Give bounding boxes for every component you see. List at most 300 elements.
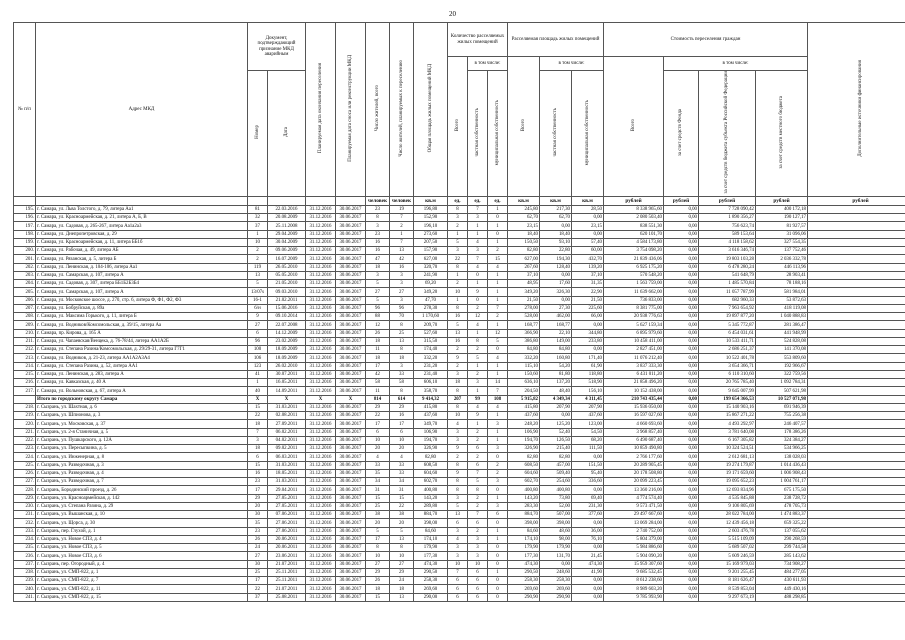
table-cell: 30.06.2017: [336, 271, 366, 279]
table-cell: 31.12.2016: [306, 403, 336, 411]
table-cell: 205.: [14, 288, 36, 296]
table-row: [14, 527, 905, 535]
table-cell: 0: [488, 230, 508, 238]
table-cell: 6: [448, 577, 468, 585]
table-cell: 430 611,93: [756, 577, 808, 585]
table-cell: 224.: [14, 453, 36, 461]
table-cell: 1: [488, 436, 508, 444]
table-cell: 3: [448, 428, 468, 436]
table-cell: 2: [468, 370, 488, 378]
table-cell: 31.12.2016: [306, 568, 336, 576]
col-doc-date: Дата: [283, 127, 289, 138]
table-cell: 2: [468, 453, 488, 461]
table-cell: 0: [488, 560, 508, 568]
table-row: [14, 568, 905, 576]
table-cell: 5: [366, 296, 390, 304]
table-cell: 31.12.2016: [306, 387, 336, 395]
table-cell: 31.12.2016: [306, 577, 336, 585]
table-cell: г. Самара, ул. Рязанская, д. 5, литера Б: [36, 255, 248, 263]
col-cost-local: за счет средств местного бюджета: [778, 95, 784, 169]
table-cell: 171,40: [572, 354, 604, 362]
table-cell: 0,00: [664, 511, 699, 519]
table-cell: 3: [448, 552, 468, 560]
table-cell: 21,45: [572, 552, 604, 560]
table-cell: 25.11.2011: [268, 568, 306, 576]
table-cell: 106: [248, 354, 268, 362]
unit-cell: [306, 196, 336, 205]
table-cell: 23: [366, 230, 390, 238]
col-doc-number: Номер: [254, 125, 260, 140]
table-cell: 398,00: [540, 519, 572, 527]
table-cell: 236.: [14, 552, 36, 560]
table-cell: 209.: [14, 321, 36, 329]
table-cell: 0,00: [664, 271, 699, 279]
table-cell: 9 414,32: [414, 395, 448, 403]
table-cell: 2: [468, 304, 488, 312]
table-cell: 0,00: [572, 346, 604, 354]
table-cell: 0,00: [664, 577, 699, 585]
table-cell: 208.: [14, 313, 36, 321]
table-cell: 26: [248, 535, 268, 543]
table-cell: 21 858 496,20: [604, 379, 664, 387]
table-cell: 6 925 175,20: [604, 263, 664, 271]
table-cell: 1: [488, 494, 508, 502]
table-cell: 0: [488, 214, 508, 222]
table-cell: 246 407,57: [756, 420, 808, 428]
table-cell: 6: [448, 585, 468, 593]
table-cell: 2: [468, 436, 488, 444]
table-cell: 25: [366, 502, 390, 510]
table-cell: 24: [390, 577, 414, 585]
table-cell: 30.06.2017: [336, 519, 366, 527]
table-cell: 327 554,35: [756, 238, 808, 246]
table-cell: 30.06.2017: [336, 387, 366, 395]
table-body: [14, 205, 905, 601]
table-cell: 6: [468, 445, 488, 453]
table-cell: 3: [448, 494, 468, 502]
table-cell: г. Сызрань, ул. Новое СПЗ, д. 5: [36, 544, 248, 552]
table-cell: [808, 238, 905, 246]
table-cell: 349,70: [414, 420, 448, 428]
table-cell: 606,10: [414, 379, 448, 387]
table-cell: 29: [366, 403, 390, 411]
table-cell: 17: [366, 362, 390, 370]
table-cell: 227.: [14, 478, 36, 486]
table-cell: 22.03.2016: [268, 205, 306, 213]
table-cell: 0,00: [664, 280, 699, 288]
table-cell: 15: [248, 403, 268, 411]
table-cell: 604,60: [414, 469, 448, 477]
table-cell: г. Сызрань, ул. СМП-822, д. 11: [36, 585, 248, 593]
table-cell: 398,00: [414, 519, 448, 527]
table-cell: 30.07.2011: [268, 370, 306, 378]
table-cell: 18: [366, 263, 390, 271]
table-cell: 4 311,45: [572, 395, 604, 403]
table-cell: 82,80: [414, 453, 448, 461]
table-cell: 518,90: [572, 379, 604, 387]
table-cell: 756 623,74: [699, 222, 756, 230]
table-cell: 6: [468, 568, 488, 576]
table-cell: 14: [488, 379, 508, 387]
table-cell: г. Самара, ул. Садовая, д. 265-267, литера Аа1а2а3: [36, 222, 248, 230]
table-cell: г. Самара, ул. Красноармейская, д. 11, литера ББ1б: [36, 238, 248, 246]
table-cell: 31.12.2016: [306, 478, 336, 486]
table-row: [14, 428, 905, 436]
table-cell: г. Сызрань, ул. СМП-822, д. 1: [36, 568, 248, 576]
table-cell: 47: [366, 255, 390, 263]
table-row: [14, 469, 905, 477]
table-cell: [808, 412, 905, 420]
table-cell: 0,00: [664, 346, 699, 354]
table-cell: 31.12.2016: [306, 420, 336, 428]
table-cell: 1: [448, 230, 468, 238]
table-cell: 31.12.2016: [306, 585, 336, 593]
table-row: [14, 511, 905, 519]
table-cell: 12: [488, 329, 508, 337]
table-cell: 30.06.2017: [336, 461, 366, 469]
table-cell: 755 256,38: [756, 412, 808, 420]
table-cell: 31.12.2016: [306, 469, 336, 477]
table-cell: 5: [366, 280, 390, 288]
table-cell: 1 014 436,43: [756, 461, 808, 469]
table-cell: 213.: [14, 354, 36, 362]
table-cell: 09.02.2011: [268, 445, 306, 453]
table-cell: 8: [448, 486, 468, 494]
table-cell: 30.06.2017: [336, 354, 366, 362]
table-cell: 10: [390, 436, 414, 444]
table-cell: 4 660 693,60: [604, 420, 664, 428]
table-cell: 8: [390, 321, 414, 329]
table-cell: 2: [448, 346, 468, 354]
col-cost-fund: за счет средств Фонда: [678, 108, 684, 156]
table-cell: 76,10: [572, 535, 604, 543]
col-planned-end: Планируемая дата окончания переселения: [317, 63, 323, 154]
table-cell: 1: [448, 296, 468, 304]
table-cell: 278,00: [508, 304, 540, 312]
table-row: [14, 263, 905, 271]
table-cell: 223.: [14, 445, 36, 453]
table-cell: 6 454 031,61: [699, 329, 756, 337]
table-cell: 15.06.2016: [268, 304, 306, 312]
table-row: [14, 519, 905, 527]
table-cell: 33: [390, 370, 414, 378]
table-cell: 437,60: [414, 412, 448, 420]
table-row: [14, 593, 905, 601]
table-cell: г. Самара, ул. Степана Разина, д. 52, литера АА1: [36, 362, 248, 370]
table-cell: 16 597 027,60: [604, 412, 664, 420]
table-cell: г. Сызрань, ул. 2-я Станичная, д. 5: [36, 428, 248, 436]
table-cell: 3: [468, 379, 488, 387]
table-cell: 23,15: [508, 222, 540, 230]
table-cell: 27: [366, 560, 390, 568]
table-cell: 203.: [14, 271, 36, 279]
table-cell: 2: [248, 247, 268, 255]
table-cell: 10: [366, 552, 390, 560]
table-cell: 31.12.2016: [306, 552, 336, 560]
table-cell: 30.06.2017: [336, 280, 366, 288]
table-cell: 84,80: [508, 346, 540, 354]
table-cell: 462,00: [540, 313, 572, 321]
table-cell: 1: [468, 387, 488, 395]
table-cell: 509,40: [540, 469, 572, 477]
table-cell: [808, 205, 905, 213]
table-cell: 0,00: [664, 313, 699, 321]
table-cell: 31.12.2016: [306, 214, 336, 222]
table-cell: 123: [248, 362, 268, 370]
table-cell: г. Самара, ул. Кавказская, д. 40 А: [36, 379, 248, 387]
table-cell: г. Сызрань, пер. Огородный, д. 4: [36, 560, 248, 568]
table-cell: 8: [468, 486, 488, 494]
table-cell: 0: [488, 486, 508, 494]
table-cell: 126,50: [540, 436, 572, 444]
table-cell: г. Самара, ул. Чапаевская/Венцека, д. 76-78/44, литера АА1А2Б: [36, 337, 248, 345]
table-cell: 9: [248, 313, 268, 321]
table-cell: [14, 395, 36, 403]
table-cell: 98,00: [540, 535, 572, 543]
table-cell: 2: [468, 527, 488, 535]
table-cell: 238 728,72: [756, 494, 808, 502]
table-cell: 528,00: [508, 313, 540, 321]
table-cell: 21.07.2011: [268, 560, 306, 568]
table-cell: 7: [468, 511, 488, 519]
table-cell: 269,60: [414, 585, 448, 593]
table-cell: 29.04.2009: [268, 230, 306, 238]
table-cell: 222.: [14, 436, 36, 444]
table-cell: 3: [488, 478, 508, 486]
table-cell: 478 705,73: [756, 502, 808, 510]
table-cell: 0,00: [572, 519, 604, 527]
table-cell: 0: [488, 585, 508, 593]
table-cell: 31.12.2016: [306, 205, 336, 213]
table-cell: 178 386,26: [756, 428, 808, 436]
table-cell: 6: [468, 593, 488, 601]
table-cell: 10: [390, 552, 414, 560]
table-cell: 30.06.2017: [336, 478, 366, 486]
table-cell: 3: [390, 280, 414, 288]
table-cell: г. Самара, ул. Ленинская, д. 104-106, литера Аа1: [36, 263, 248, 271]
table-row: [14, 238, 905, 246]
table-cell: 2 766 177,60: [604, 453, 664, 461]
table-cell: 1 890 356,27: [699, 214, 756, 222]
table-cell: 30.06.2017: [336, 313, 366, 321]
table-cell: 8: [448, 205, 468, 213]
col-document: Документ, подтверждающий признание МКД аварийным: [248, 23, 306, 71]
table-row: [14, 222, 905, 230]
table-cell: 231,30: [572, 502, 604, 510]
table-cell: 5: [448, 321, 468, 329]
table-cell: 196.: [14, 214, 36, 222]
table-cell: 0,00: [664, 296, 699, 304]
unit-cell: ед.: [488, 196, 508, 205]
unit-cell: кв.м: [572, 196, 604, 205]
table-cell: 0,00: [664, 453, 699, 461]
col-rooms-count: Количество расселяемых жилых помещений: [448, 23, 508, 57]
table-cell: 1: [488, 527, 508, 535]
table-cell: 96: [248, 337, 268, 345]
table-cell: 10 522 401,78: [699, 354, 756, 362]
table-cell: 0,00: [664, 337, 699, 345]
table-cell: 30.06.2017: [336, 346, 366, 354]
table-cell: 238.: [14, 568, 36, 576]
table-cell: 3: [448, 214, 468, 222]
table-cell: 9 573 471,50: [604, 502, 664, 510]
table-cell: 1 092 784,31: [756, 379, 808, 387]
table-cell: 0,00: [572, 230, 604, 238]
table-cell: 27: [390, 288, 414, 296]
table-cell: [808, 337, 905, 345]
table-cell: 0,00: [664, 205, 699, 213]
table-cell: 349,20: [414, 288, 448, 296]
table-cell: 8 612 238,60: [604, 577, 664, 585]
table-cell: 5: [448, 238, 468, 246]
table-cell: 118,80: [572, 370, 604, 378]
table-cell: 194,70: [414, 436, 448, 444]
unit-cell: [268, 196, 306, 205]
table-cell: 31.12.2016: [306, 362, 336, 370]
table-cell: 11 639 662,00: [604, 288, 664, 296]
table-cell: 5: [468, 478, 488, 486]
table-cell: [808, 502, 905, 510]
table-cell: 201.: [14, 255, 36, 263]
table-cell: [808, 593, 905, 601]
table-cell: 0: [468, 296, 488, 304]
table-cell: 31.12.2016: [306, 535, 336, 543]
table-cell: 9 297 673,19: [699, 593, 756, 601]
table-cell: 6 167 305,82: [699, 436, 756, 444]
table-cell: 326,30: [540, 288, 572, 296]
table-cell: 09.06.2009: [268, 247, 306, 255]
table-cell: 31.12.2016: [306, 296, 336, 304]
table-cell: 1: [488, 238, 508, 246]
table-cell: 6 431 011,20: [604, 370, 664, 378]
table-cell: 62,70: [508, 214, 540, 222]
table-cell: 6: [448, 593, 468, 601]
table-cell: г. Самара, ул. Максима Горького, д. 11, литера Б: [36, 313, 248, 321]
table-cell: 219.: [14, 412, 36, 420]
table-cell: 269,60: [540, 585, 572, 593]
table-cell: 0,00: [664, 230, 699, 238]
table-cell: 13/07s: [248, 288, 268, 296]
table-cell: 137 752,46: [756, 247, 808, 255]
table-cell: 21.07.2011: [268, 585, 306, 593]
table-cell: 9 685 532,45: [604, 568, 664, 576]
table-cell: [808, 362, 905, 370]
table-cell: 248,60: [540, 568, 572, 576]
table-cell: 441 948,99: [756, 329, 808, 337]
table-cell: 207: [448, 395, 468, 403]
table-row: [14, 560, 905, 568]
table-cell: 1: [390, 230, 414, 238]
table-row: [14, 552, 905, 560]
table-cell: 27: [366, 288, 390, 296]
col-address: Адрес МКД: [36, 23, 248, 197]
table-cell: 0,00: [540, 222, 572, 230]
table-cell: 229.: [14, 494, 36, 502]
table-cell: 138 028,03: [756, 453, 808, 461]
table-cell: 209,70: [414, 321, 448, 329]
table-cell: 35: [248, 519, 268, 527]
table-cell: 6: [488, 511, 508, 519]
table-cell: 18: [366, 354, 390, 362]
table-cell: 0,00: [572, 593, 604, 601]
table-cell: [808, 535, 905, 543]
table-cell: г. Сызрань, ул. Шпионова, д. 3: [36, 412, 248, 420]
table-cell: 15: [366, 494, 390, 502]
table-cell: 5 804 379,00: [604, 535, 664, 543]
table-cell: 377,60: [572, 511, 604, 519]
table-cell: 61,90: [572, 362, 604, 370]
table-cell: 258,30: [508, 577, 540, 585]
table-row: [14, 502, 905, 510]
table-cell: 141 370,08: [756, 346, 808, 354]
table-cell: 26.05.2010: [268, 263, 306, 271]
table-cell: 7: [468, 255, 488, 263]
table-row: [14, 230, 905, 238]
table-cell: 15: [390, 494, 414, 502]
table-cell: 0,00: [664, 445, 699, 453]
table-cell: 31: [390, 486, 414, 494]
table-cell: 96: [366, 304, 390, 312]
table-cell: 137,20: [540, 379, 572, 387]
table-cell: 602,70: [414, 478, 448, 486]
table-cell: 7: [390, 238, 414, 246]
table-cell: 5 915,82: [508, 395, 540, 403]
table-cell: 25.11.2011: [268, 577, 306, 585]
table-cell: 2: [390, 222, 414, 230]
col-area-relocated: Расселяемая площадь жилых помещений: [508, 23, 604, 57]
table-cell: 4 118 158,62: [699, 238, 756, 246]
col-residents: Число жителей, всего: [374, 85, 380, 132]
table-cell: 16: [390, 412, 414, 420]
table-row: [14, 205, 905, 213]
unit-cell: человек: [390, 196, 414, 205]
table-cell: 290,50: [414, 568, 448, 576]
table-cell: г. Самара, ул. Рабочая, д. 49, литера АБ: [36, 247, 248, 255]
table-cell: 30.06.2017: [336, 544, 366, 552]
table-cell: 26: [366, 329, 390, 337]
table-cell: [808, 478, 905, 486]
table-cell: 30.06.2017: [336, 494, 366, 502]
table-cell: 1 563 759,00: [604, 280, 664, 288]
table-cell: [808, 214, 905, 222]
table-cell: 225.: [14, 461, 36, 469]
table-cell: 19 897 877,20: [699, 313, 756, 321]
table-cell: 26: [366, 577, 390, 585]
table-cell: 196,10: [414, 222, 448, 230]
table-cell: 2 686 251,37: [699, 346, 756, 354]
table-cell: 24: [248, 544, 268, 552]
table-cell: 31.12.2016: [306, 280, 336, 288]
table-cell: 20 178 508,80: [604, 469, 664, 477]
table-row: [14, 214, 905, 222]
table-cell: 37: [248, 222, 268, 230]
table-cell: 21,50: [508, 296, 540, 304]
table-cell: 30.06.2017: [336, 511, 366, 519]
table-cell: 207.: [14, 304, 36, 312]
table-cell: 150,60: [508, 370, 540, 378]
table-cell: 177,30: [508, 552, 540, 560]
table-cell: 30.06.2017: [336, 577, 366, 585]
table-cell: 344,80: [572, 329, 604, 337]
table-cell: 29.04.2011: [268, 486, 306, 494]
table-cell: 31.12.2016: [306, 321, 336, 329]
table-cell: 4 535 845,88: [699, 494, 756, 502]
table-cell: 589 153,64: [699, 230, 756, 238]
table-cell: 30.06.2017: [336, 486, 366, 494]
table-cell: 400,80: [414, 486, 448, 494]
table-cell: 0,00: [664, 354, 699, 362]
table-cell: 3: [390, 362, 414, 370]
